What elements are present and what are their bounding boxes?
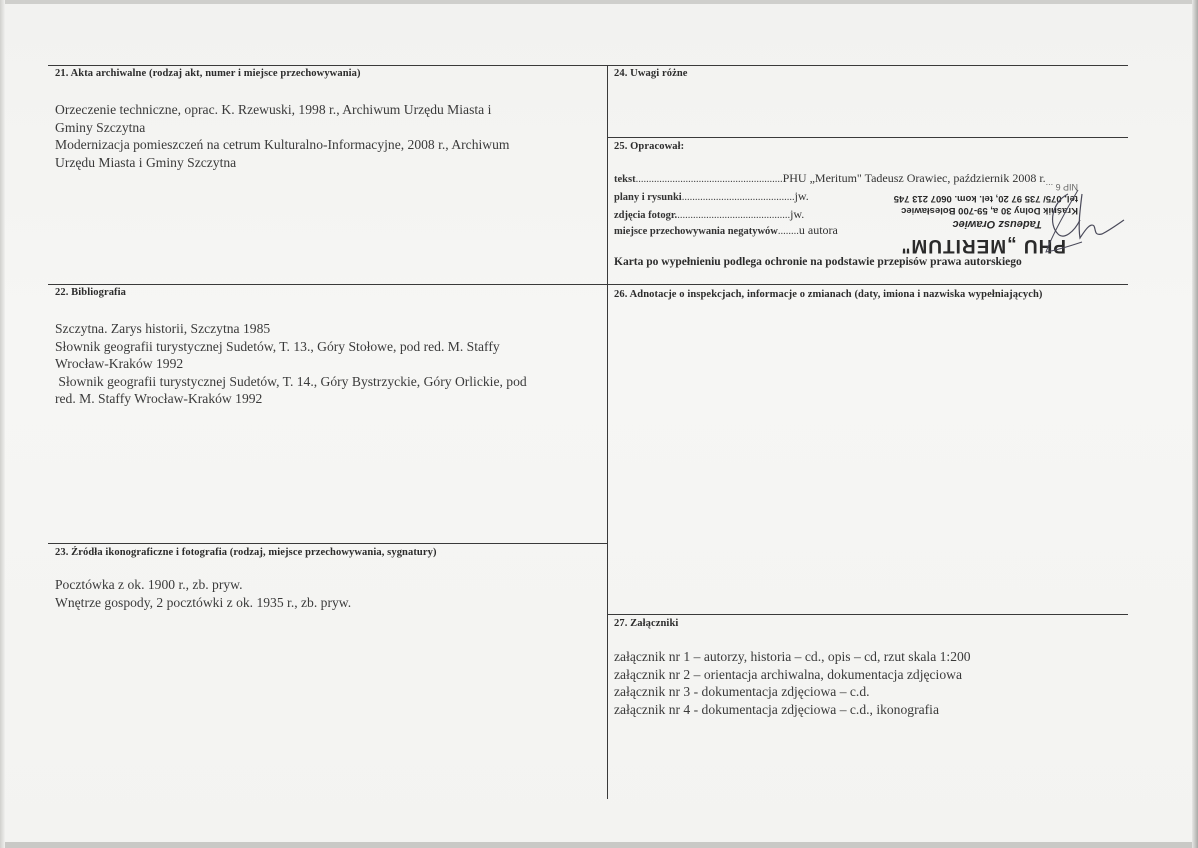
s25-row-dots: ........................................... — [681, 192, 795, 203]
section-25-label: 25. Opracował: — [614, 141, 685, 152]
section-27-line: załącznik nr 3 - dokumentacja zdjęciowa – c.d. — [614, 684, 870, 699]
copyright-notice: Karta po wypełnieniu podlega ochronie na podstawie przepisów prawa autorskiego — [614, 256, 1022, 268]
page-edge-right — [1192, 0, 1198, 848]
section-21-line: Gminy Szczytna — [55, 119, 146, 135]
section-22-line: Słownik geografii turystycznej Sudetów, T. 14., Góry Bystrzyckie, Góry Orlickie, pod — [55, 373, 527, 389]
s25-row-negatives — [614, 223, 838, 238]
s25-row-value: u autora — [798, 223, 838, 237]
top-border-line — [48, 65, 1128, 66]
section-22-content — [55, 320, 527, 408]
section-27-line: załącznik nr 2 – orientacja archiwalna, dokumentacja zdjęciowa — [614, 666, 962, 682]
section-21-line: Urzędu Miasta i Gminy Szczytna — [55, 154, 237, 170]
page-edge-left — [0, 0, 5, 848]
s25-row-key: zdjęcia fotogr. — [614, 210, 678, 221]
s25-row-key: miejsce przechowywania negatywów — [614, 226, 778, 237]
page-edge-bottom — [0, 842, 1198, 848]
page-edge-top — [0, 0, 1198, 4]
stamp-nip: NIP 6 ... — [1045, 182, 1078, 192]
s25-row-plans — [614, 189, 809, 204]
section-23-label: 23. Źródła ikonograficzne i fotografia (rodzaj, miejsce przechowywania, sygnatury) — [55, 547, 437, 558]
stamp-phone: tel. 075/ 735 97 20, tel. kom. 0607 213 745 — [893, 193, 1078, 204]
s25-row-value: jw. — [794, 189, 809, 203]
section-23-line: Pocztówka z ok. 1900 r., zb. pryw. — [55, 577, 243, 592]
section-22-line: Szczytna. Zarys historii, Szczytna 1985 — [55, 321, 271, 336]
section-21-label: 21. Akta archiwalne (rodzaj akt, numer i miejsce przechowywania) — [55, 68, 361, 79]
section-27-content — [614, 648, 971, 718]
s25-row-dots: ........................................................ — [635, 174, 783, 185]
section-22-line: Słownik geografii turystycznej Sudetów, T. 13., Góry Stołowe, pod red. M. Staffy — [55, 338, 500, 354]
s25-row-value: jw. — [790, 207, 805, 221]
stamp-address: Kraśnik Dolny 30 a, 59-700 Bolesławiec — [901, 205, 1078, 216]
stamp-owner-name: Tadeusz Orawiec — [952, 218, 1042, 230]
s25-row-dots: ........................................... — [677, 210, 791, 221]
section-21-line: Modernizacja pomieszczeń na cetrum Kulturalno-Informacyjne, 2008 r., Archiwum — [55, 137, 510, 152]
divider-22-23 — [48, 543, 607, 544]
center-divider-line — [607, 65, 608, 799]
section-23-line: Wnętrze gospody, 2 pocztówki z ok. 1935 r., zb. pryw. — [55, 594, 352, 610]
divider-24-25 — [607, 137, 1128, 138]
section-27-label: 27. Załączniki — [614, 618, 679, 629]
section-26-label: 26. Adnotacje o inspekcjach, informacje o zmianach (daty, imiona i nazwiska wypełniających) — [614, 289, 1043, 300]
s25-row-photos — [614, 207, 804, 222]
section-21-line: Orzeczenie techniczne, oprac. K. Rzewuski, 1998 r., Archiwum Urzędu Miasta i — [55, 102, 492, 117]
section-24-label: 24. Uwagi różne — [614, 68, 688, 79]
section-27-line: załącznik nr 1 – autorzy, historia – cd., opis – cd, rzut skala 1:200 — [614, 649, 971, 664]
s25-row-key: tekst — [614, 174, 636, 185]
section-27-line: załącznik nr 4 - dokumentacja zdjęciowa – c.d., ikonografia — [614, 701, 939, 717]
s25-row-dots: ........ — [777, 226, 799, 237]
divider-row-2 — [48, 284, 1128, 285]
section-21-content — [55, 101, 509, 171]
s25-row-key: plany i rysunki — [614, 192, 682, 203]
stamp-company-name: PHU „MERITUM" — [900, 235, 1066, 256]
section-22-line: Wrocław-Kraków 1992 — [55, 356, 184, 371]
section-23-content — [55, 576, 351, 611]
handwritten-signature — [1022, 180, 1132, 260]
s25-row-value: PHU „Meritum" Tadeusz Orawiec, październik 2008 r. — [782, 171, 1046, 185]
divider-26-27 — [607, 614, 1128, 615]
section-22-label: 22. Bibliografia — [55, 287, 127, 298]
section-22-line: red. M. Staffy Wrocław-Kraków 1992 — [55, 391, 263, 406]
